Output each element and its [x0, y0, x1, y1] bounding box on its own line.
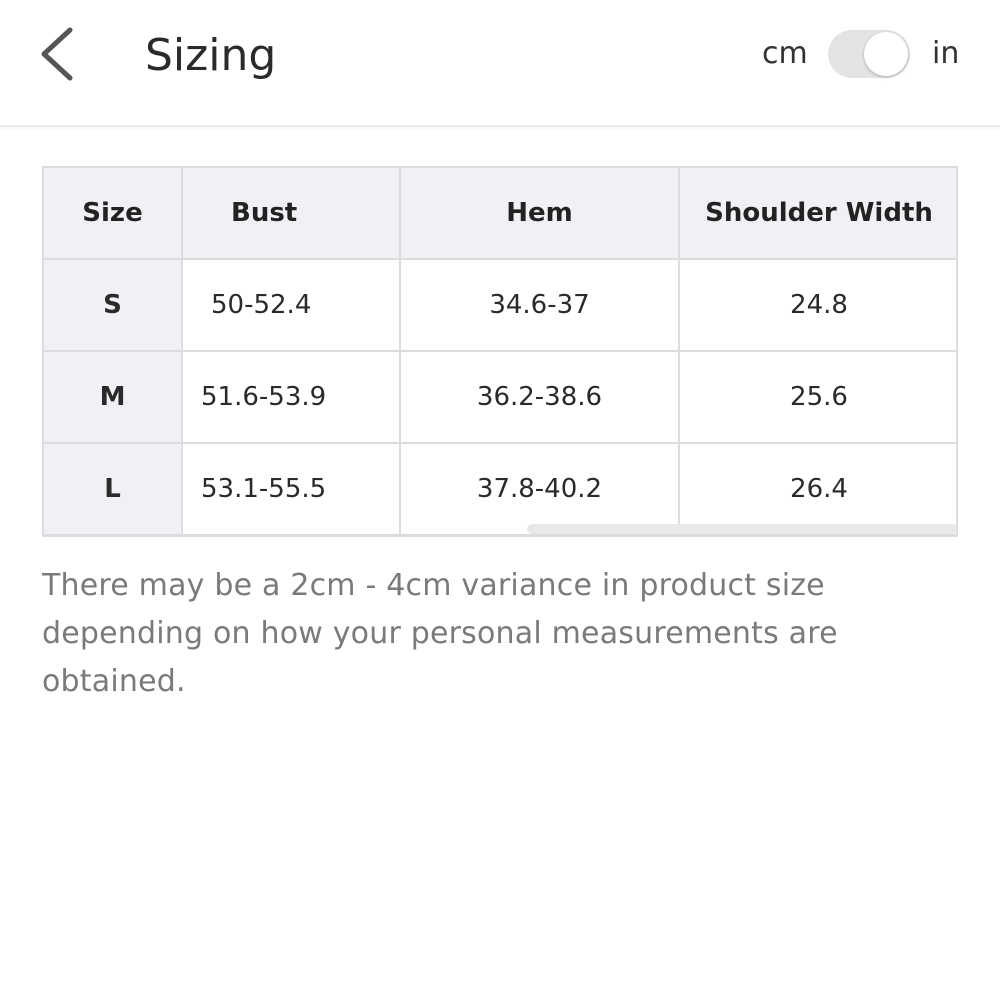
shoulder-cell: 25.6 — [679, 351, 958, 443]
column-header-shoulder-width: Shoulder Width — [679, 167, 958, 259]
bust-cell: 51.6-53.9 — [182, 351, 400, 443]
size-cell: L — [43, 443, 182, 535]
table-row — [43, 443, 958, 535]
toggle-knob — [864, 32, 908, 76]
table-header-row — [43, 167, 958, 259]
top-bar — [0, 0, 1000, 127]
size-cell: M — [43, 351, 182, 443]
table-row — [43, 259, 958, 351]
table-row — [43, 351, 958, 443]
page-title: Sizing — [145, 30, 277, 81]
column-header-hem: Hem — [400, 167, 679, 259]
size-variance-note: There may be a 2cm - 4cm variance in product size depending on how your personal measurements are obtained. — [42, 568, 838, 699]
shoulder-cell: 24.8 — [679, 259, 958, 351]
shoulder-cell: 26.4 — [679, 443, 958, 535]
size-cell: S — [43, 259, 182, 351]
unit-toggle[interactable] — [828, 30, 910, 78]
back-button[interactable] — [30, 20, 86, 88]
size-table — [42, 166, 958, 536]
bust-cell: 50-52.4 — [182, 259, 400, 351]
column-header-bust: Bust — [182, 167, 400, 259]
bust-cell: 53.1-55.5 — [182, 443, 400, 535]
hem-cell: 36.2-38.6 — [400, 351, 679, 443]
size-table-container[interactable] — [42, 166, 958, 537]
unit-label-in[interactable]: in — [932, 36, 960, 71]
chevron-left-icon — [30, 20, 86, 88]
horizontal-scrollbar[interactable] — [527, 524, 957, 534]
hem-cell: 37.8-40.2 — [400, 443, 679, 535]
hem-cell: 34.6-37 — [400, 259, 679, 351]
unit-label-cm[interactable]: cm — [762, 36, 808, 71]
column-header-size: Size — [43, 167, 182, 259]
